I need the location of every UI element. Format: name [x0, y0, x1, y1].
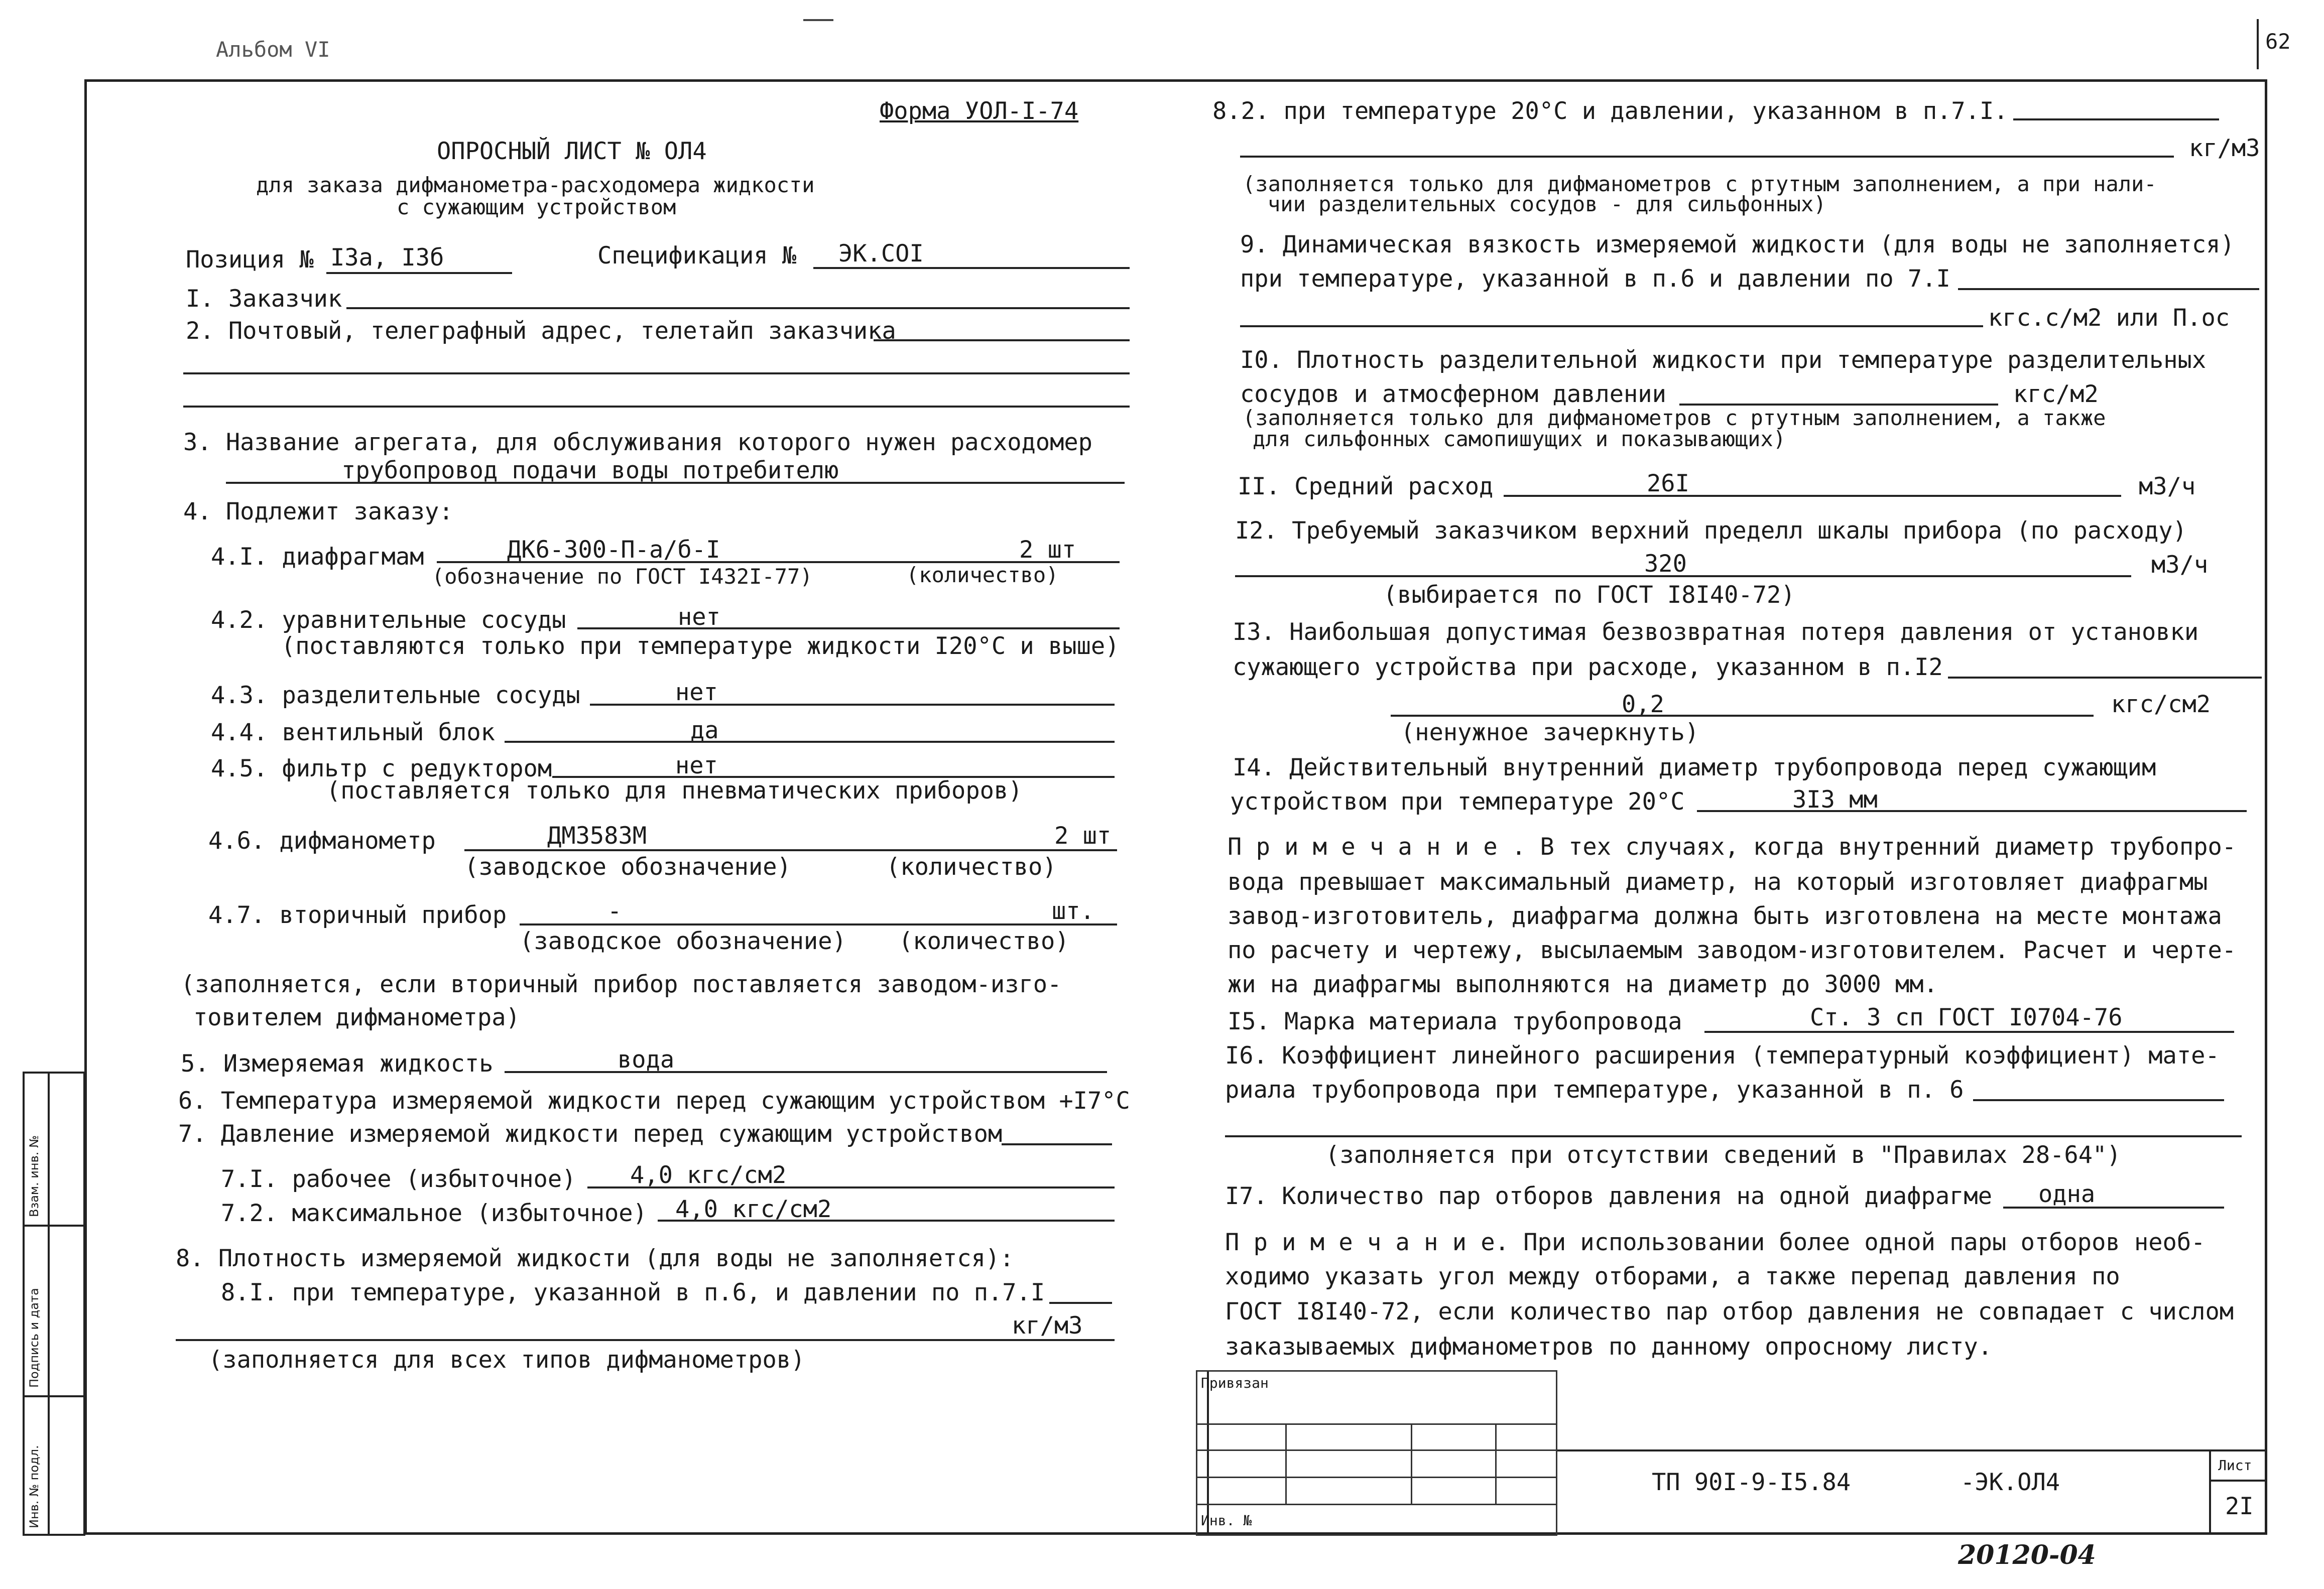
item-17-underline — [2003, 1207, 2224, 1209]
item-4-1-note1: (обозначение по ГОСТ I432I-77) — [432, 564, 813, 589]
item-8: 8. Плотность измеряемой жидкости (для воды не заполняется): — [176, 1245, 1014, 1272]
fill-note-line1: (заполняется, если вторичный прибор поставляется заводом-изго- — [181, 971, 1062, 998]
sheet-number: 2I — [2225, 1493, 2254, 1520]
item-10-note2: для сильфонных самопишущих и показывающих) — [1253, 427, 1786, 451]
item-4-7-qty: шт. — [1052, 897, 1094, 925]
item-14-line2: устройством при температуре 20°С — [1230, 788, 1685, 816]
title-block-top — [1557, 1449, 2267, 1451]
page-number: 62 — [2265, 29, 2291, 54]
item-10-line1: I0. Плотность разделительной жидкости при температуре разделительных — [1240, 346, 2207, 374]
item-4-5: 4.5. фильтр с редуктором — [211, 755, 552, 782]
item-4-6: 4.6. дифманометр — [208, 827, 436, 855]
item-4-7-note1: (заводское обозначение) — [520, 928, 846, 955]
side-stamp-row1 — [23, 1225, 85, 1227]
privyazan-row2 — [1196, 1449, 1557, 1451]
item-8-1-note: (заполняется для всех типов дифманометров) — [208, 1346, 805, 1374]
item-4-5-value: нет — [675, 752, 718, 779]
item-4-6-note1: (заводское обозначение) — [464, 853, 791, 881]
privyazan-row1 — [1196, 1423, 1557, 1425]
position-label: Позиция № — [186, 246, 314, 274]
side-stamp-row2 — [23, 1395, 85, 1397]
item-4-7-value: - — [607, 897, 622, 925]
privyazan-row4 — [1196, 1504, 1557, 1505]
item-7-1: 7.I. рабочее (избыточное) — [221, 1165, 576, 1193]
title-line1: ОПРОСНЫЙ ЛИСТ № ОЛ4 — [437, 138, 707, 165]
item-16-note: (заполняется при отсутствии сведений в "Правилах 28-64") — [1325, 1141, 2121, 1169]
item-4-4-underline — [505, 741, 1115, 743]
item-10-line2: сосудов и атмосферном давлении — [1240, 380, 1666, 408]
item-14-value: 3I3 мм — [1792, 786, 1878, 814]
album-label: Альбом VI — [216, 37, 330, 62]
sheet-divider — [2209, 1449, 2211, 1535]
item-12-note: (выбирается по ГОСТ I8I40-72) — [1383, 581, 1795, 609]
item-7-2-value: 4,0 кгс/см2 — [675, 1196, 832, 1223]
item-12-underline — [1235, 575, 2131, 577]
item-8-2-underline — [2013, 118, 2219, 120]
item-13-unit: кгс/см2 — [2111, 691, 2211, 718]
privyazan-col1 — [1285, 1423, 1287, 1504]
item-13-line1: I3. Наибольшая допустимая безвозвратная потеря давления от установки — [1233, 618, 2199, 646]
doc-suffix: -ЭК.ОЛ4 — [1961, 1469, 2060, 1496]
item-14-line1: I4. Действительный внутренний диаметр трубопровода перед сужающим — [1233, 754, 2156, 781]
item-7-2: 7.2. максимальное (избыточное) — [221, 1200, 647, 1227]
item-8-2-note2: чии разделительных сосудов - для сильфонных) — [1268, 192, 1826, 216]
spec-value: ЭК.COI — [838, 240, 924, 268]
item-11-value: 26I — [1647, 470, 1689, 497]
item-2: 2. Почтовый, телеграфный адрес, телетайп заказчика — [186, 317, 896, 345]
item-4-7: 4.7. вторичный прибор — [208, 901, 507, 929]
privyazan-label: Привязан — [1201, 1375, 1269, 1391]
item-4-1: 4.I. диафрагмам — [211, 543, 424, 571]
item-3-value: трубопровод подачи воды потребителю — [341, 457, 839, 484]
bottom-number: 20120-04 — [1958, 1540, 2096, 1570]
note2-line1: П р и м е ч а н и е. При использовании более одной пары отборов необ- — [1225, 1229, 2206, 1256]
item-4-4-value: да — [690, 717, 719, 744]
item-4-7-underline — [520, 923, 1117, 925]
item-10-note1: (заполняется только для дифманометров с ртутным заполнением, а также — [1243, 406, 2106, 430]
sheet-label: Лист — [2218, 1457, 2252, 1474]
item-4-2-note: (поставляются только при температуре жидкости I20°С и выше) — [281, 632, 1120, 660]
item-13-value: 0,2 — [1622, 691, 1664, 718]
item-8-1-unit: кг/м3 — [1012, 1312, 1083, 1340]
item-5-underline — [505, 1071, 1107, 1073]
item-8-2: 8.2. при температуре 20°С и давлении, указанном в п.7.I. — [1212, 97, 2008, 125]
item-15: I5. Марка материала трубопровода — [1228, 1008, 1682, 1035]
item-9-unit: кгс.с/м2 или П.ос — [1988, 304, 2230, 332]
form-code: Форма УОЛ-I-74 — [880, 97, 1079, 125]
item-9-line1: 9. Динамическая вязкость измеряемой жидкости (для воды не заполняется) — [1240, 231, 2235, 258]
item-4-4: 4.4. вентильный блок — [211, 719, 495, 746]
title-line3: с сужающим устройством — [397, 195, 676, 219]
item-7-underline — [1002, 1143, 1112, 1145]
item-11: II. Средний расход — [1238, 473, 1494, 500]
item-14-underline — [1697, 810, 2247, 812]
item-4-3-value: нет — [675, 679, 718, 706]
item-4-2-underline — [577, 627, 1120, 629]
side-vzam-label: Взам. инв. № — [27, 1135, 41, 1217]
item-4-2-value: нет — [678, 603, 720, 631]
item-2-underline — [874, 339, 1130, 341]
side-inv-label: Инв. № подл. — [27, 1445, 41, 1528]
item-7-1-value: 4,0 кгс/см2 — [630, 1161, 787, 1189]
item-5-value: вода — [618, 1046, 675, 1074]
item-13-note: (ненужное зачеркнуть) — [1401, 719, 1699, 746]
item-4-3-underline — [590, 704, 1115, 706]
item-16-underline2 — [1225, 1135, 2242, 1137]
top-mark — [803, 19, 833, 21]
item-7-2-underline — [658, 1220, 1115, 1222]
item-2-underline3 — [183, 406, 1130, 408]
item-12-value: 320 — [1644, 550, 1687, 578]
item-4-6-underline — [464, 849, 1117, 851]
item-13-underline — [1948, 677, 2262, 679]
item-8-2-unit: кг/м3 — [2189, 135, 2260, 162]
item-3-underline — [226, 482, 1125, 484]
note2-line2: ходимо указать угол между отборами, а также перепад давления по — [1225, 1263, 2120, 1290]
item-4: 4. Подлежит заказу: — [183, 498, 453, 525]
item-7: 7. Давление измеряемой жидкости перед сужающим устройством — [178, 1120, 1003, 1148]
item-9-underline2 — [1240, 325, 1983, 327]
item-7-1-underline — [587, 1186, 1115, 1188]
spec-underline — [813, 267, 1130, 269]
item-8-1-underline2 — [176, 1339, 1115, 1341]
privyazan-col2 — [1411, 1423, 1412, 1504]
item-4-6-note2: (количество) — [886, 853, 1057, 881]
item-4-1-note2: (количество) — [906, 563, 1059, 587]
item-8-1-underline — [1049, 1302, 1112, 1304]
position-value: I3а, I3б — [330, 244, 444, 272]
item-16-line2: риала трубопровода при температуре, указанной в п. 6 — [1225, 1076, 1964, 1104]
item-13-underline2 — [1391, 715, 2094, 717]
item-2-underline2 — [183, 372, 1130, 374]
item-12: I2. Требуемый заказчиком верхний пределл шкалы прибора (по расходу) — [1235, 517, 2187, 545]
item-6: 6. Температура измеряемой жидкости перед сужающим устройством +I7°С — [178, 1087, 1130, 1115]
note1-line1: П р и м е ч а н и е . В тех случаях, когда внутренний диаметр трубопро- — [1228, 833, 2237, 861]
item-17: I7. Количество пар отборов давления на одной диафрагме — [1225, 1182, 1993, 1210]
item-4-5-note: (поставляется только для пневматических приборов) — [326, 777, 1023, 805]
note1-line2: вода превышает максимальный диаметр, на который изготовляет диафрагмы — [1228, 868, 2208, 896]
privyazan-col3 — [1495, 1423, 1497, 1504]
item-4-6-qty: 2 шт — [1054, 822, 1112, 850]
side-stamp-divider — [48, 1072, 50, 1536]
item-12-unit: м3/ч — [2151, 551, 2209, 579]
inv-label: Инв. № — [1201, 1512, 1252, 1529]
item-13-line2: сужающего устройства при расходе, указанном в п.I2 — [1233, 653, 1943, 681]
privyazan-row3 — [1196, 1477, 1557, 1478]
doc-code: ТП 90I-9-I5.84 — [1652, 1469, 1851, 1496]
note1-line3: завод-изготовитель, диафрагма должна быть изготовлена на месте монтажа — [1228, 902, 2222, 930]
item-1-underline — [346, 307, 1130, 309]
note1-line5: жи на диафрагмы выполняются на диаметр до 3000 мм. — [1228, 971, 1938, 998]
item-17-value: одна — [2038, 1180, 2096, 1208]
item-16-underline — [1973, 1099, 2224, 1101]
item-16-line1: I6. Коэффициент линейного расширения (температурный коэффициент) мате- — [1225, 1042, 2220, 1070]
item-4-3: 4.3. разделительные сосуды — [211, 682, 580, 709]
item-3: 3. Название агрегата, для обслуживания которого нужен расходомер — [183, 429, 1092, 456]
item-10-unit: кгс/м2 — [2013, 380, 2099, 408]
item-4-2: 4.2. уравнительные сосуды — [211, 606, 566, 634]
privyazan-table — [1196, 1370, 1557, 1536]
item-4-1-value: ДК6-300-П-а/б-I — [507, 536, 720, 564]
fill-note-line2: товителем дифманометра) — [193, 1004, 520, 1031]
item-4-7-note2: (количество) — [899, 928, 1069, 955]
item-8-2-underline2 — [1240, 156, 2174, 158]
item-9-line2: при температуре, указанной в п.6 и давлении по 7.I — [1240, 265, 1950, 293]
item-1: I. Заказчик — [186, 285, 342, 313]
side-podpis-label: Подпись и дата — [27, 1288, 41, 1388]
item-15-underline — [1704, 1031, 2234, 1033]
item-8-2-note1: (заполняется только для дифманометров с ртутным заполнением, а при нали- — [1243, 172, 2157, 196]
title-line2: для заказа дифманометра-расходомера жидкости — [256, 173, 815, 197]
page-number-divider — [2257, 19, 2259, 69]
sheet-label-divider — [2209, 1480, 2267, 1482]
item-9-underline — [1958, 288, 2259, 290]
position-underline — [326, 272, 512, 274]
item-4-6-value: ДМ3583М — [547, 822, 647, 850]
item-11-underline — [1504, 495, 2121, 497]
item-15-value: Ст. 3 сп ГОСТ I0704-76 — [1810, 1004, 2123, 1031]
spec-label: Спецификация № — [597, 242, 797, 270]
note2-line3: ГОСТ I8I40-72, если количество пар отбор давления не совпадает с числом — [1225, 1298, 2234, 1326]
note2-line4: заказываемых дифманометров по данному опросному листу. — [1225, 1333, 1993, 1361]
item-4-1-qty: 2 шт — [1019, 536, 1076, 564]
item-5: 5. Измеряемая жидкость — [181, 1050, 494, 1078]
note1-line4: по расчету и чертежу, высылаемым заводом-изготовителем. Расчет и черте- — [1228, 937, 2237, 964]
item-8-1: 8.I. при температуре, указанной в п.6, и давлении по п.7.I — [221, 1279, 1045, 1306]
item-11-unit: м3/ч — [2139, 473, 2196, 500]
